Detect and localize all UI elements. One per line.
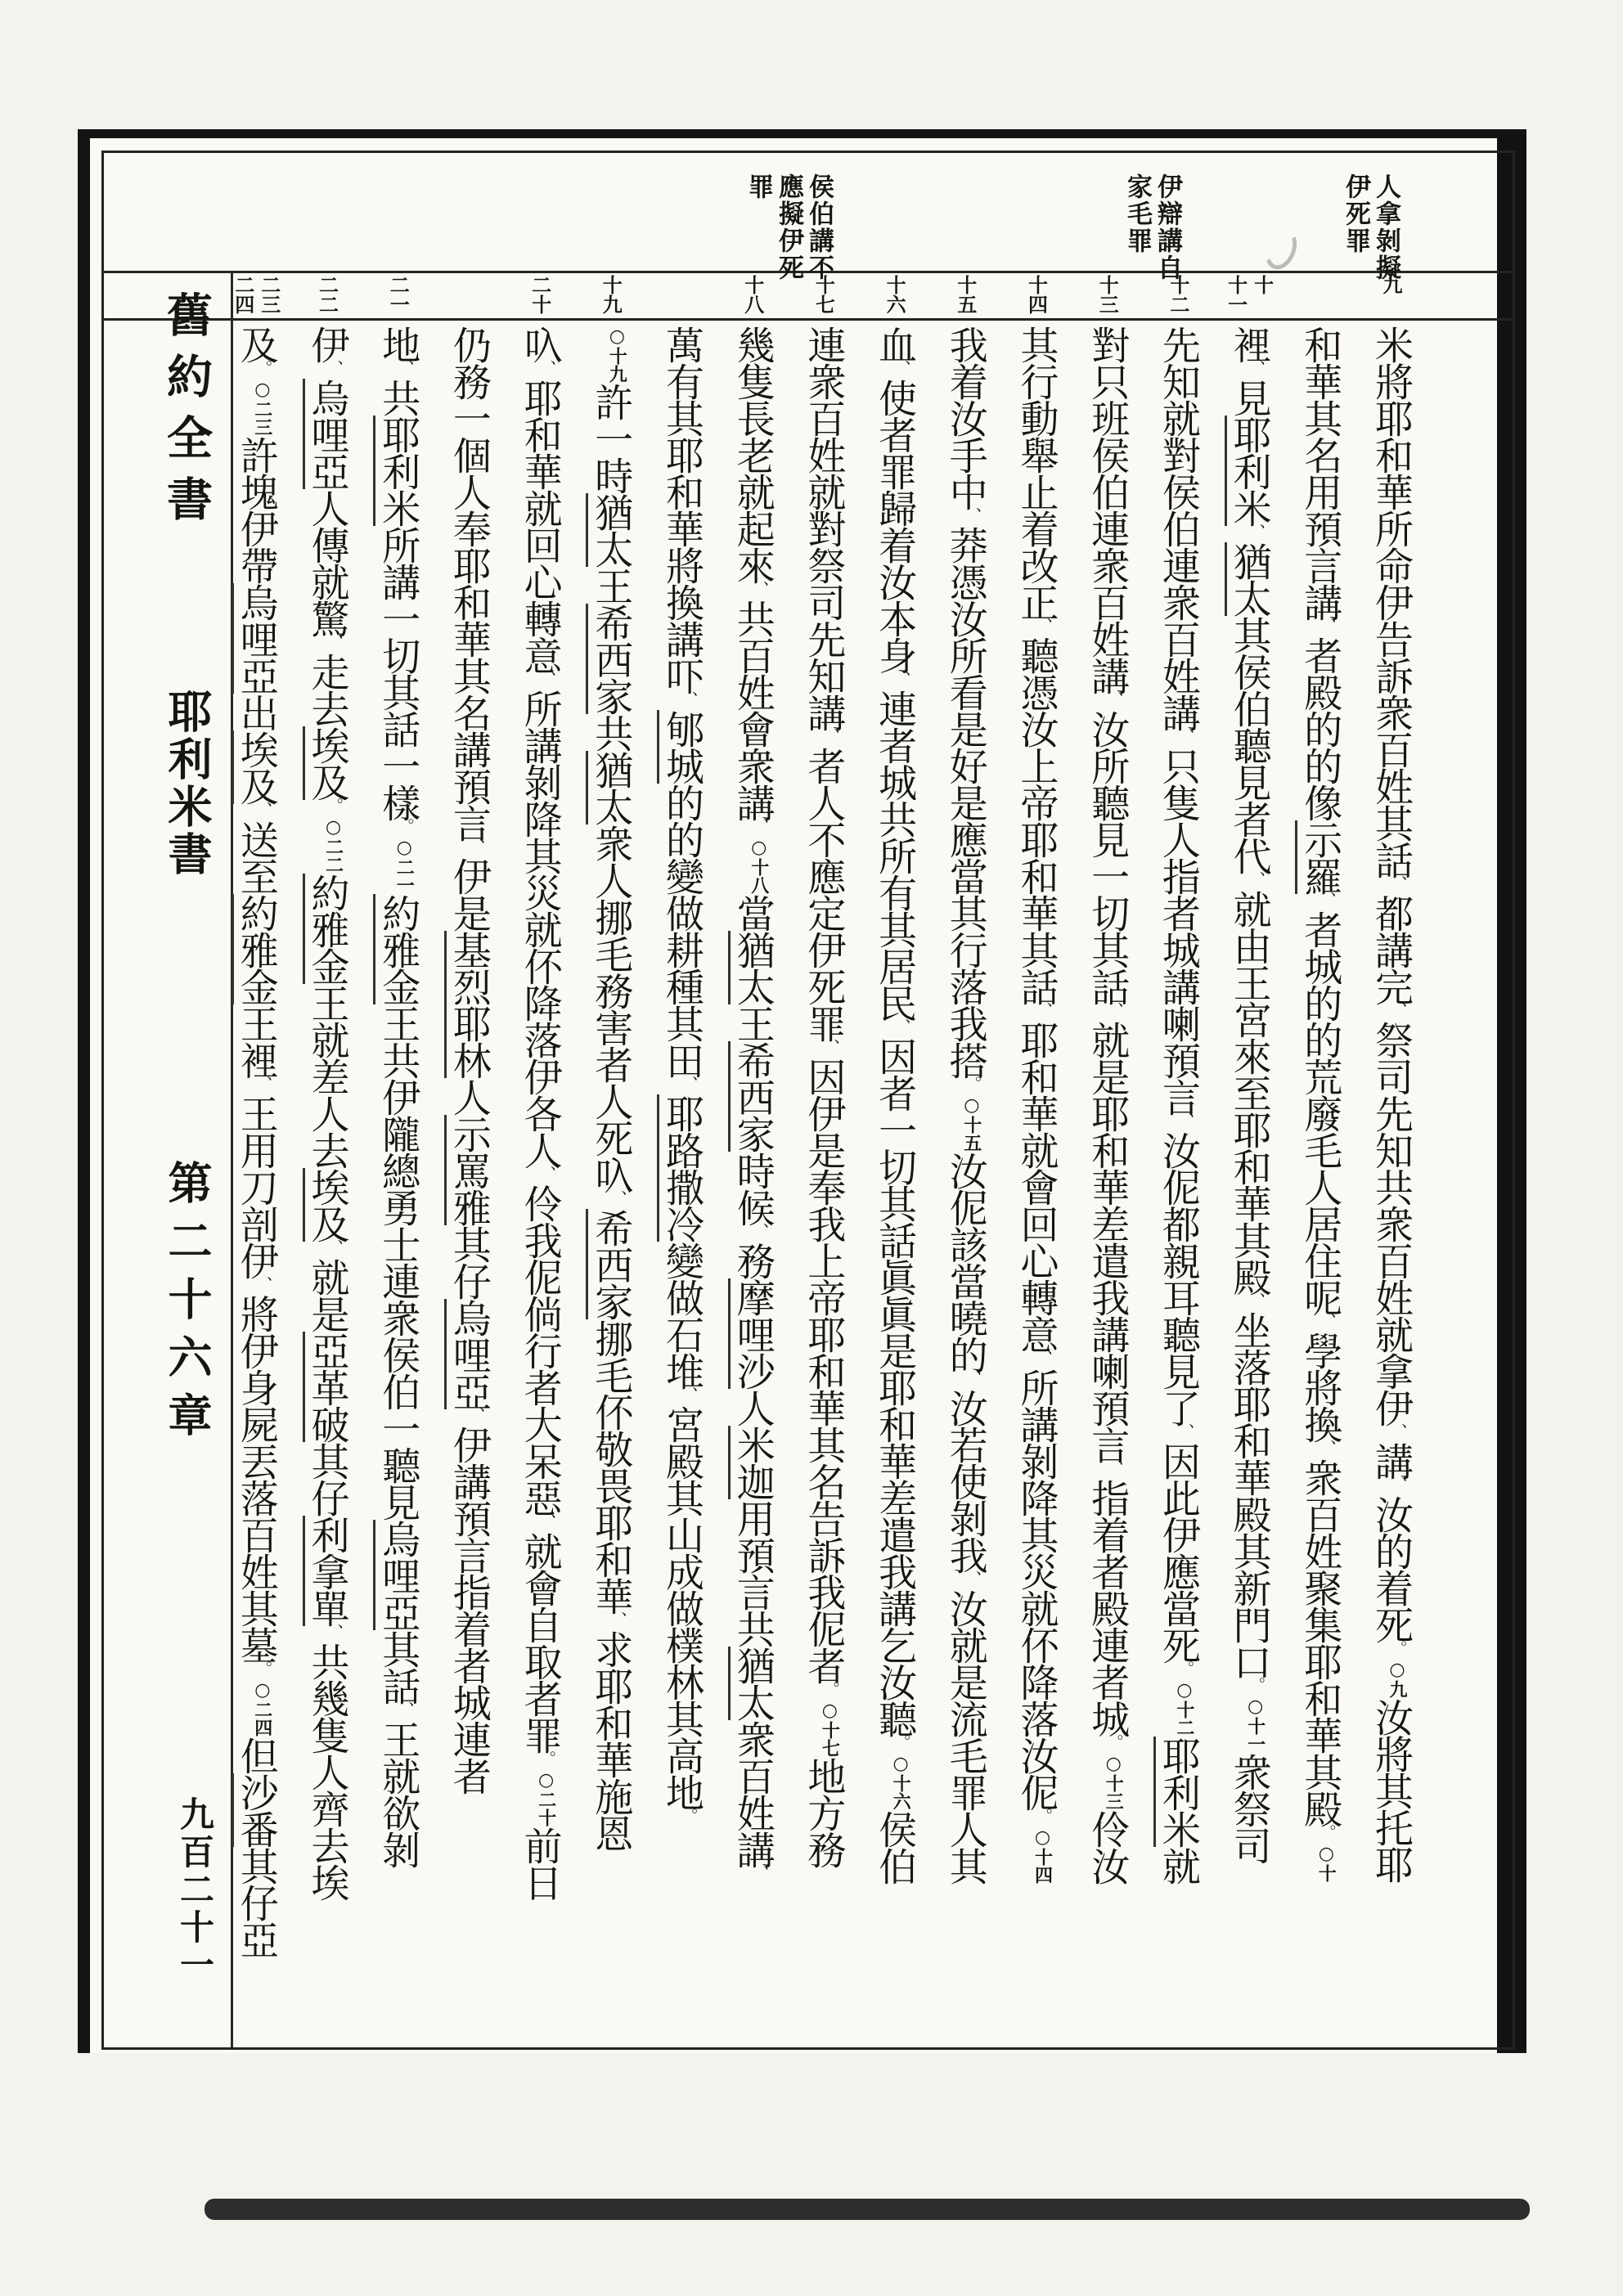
punctuation: 、 (1175, 1112, 1195, 1129)
verse-column-6: 其行動舉止着改正、聽憑汝上帝耶和華其話、耶和華就會回心轉意、所講剝降其災就伓降落汝伲。○十四 (1002, 326, 1071, 2045)
punctuation: 。 (253, 1660, 273, 1677)
proper-name: 猶太 (1225, 542, 1272, 616)
punctuation: 、 (253, 1076, 273, 1092)
verse-column-3: 裡、見耶利米、猶太其侯伯聽見者代、就由王宮來至耶和華其殿、坐落耶和華殿其新門口。○十一衆祭司 (1215, 326, 1284, 2045)
proper-name: 示羅 (1295, 820, 1342, 894)
punctuation: 。 (962, 1076, 982, 1092)
proper-name: 耶路撒冷 (657, 1094, 704, 1242)
punctuation: 、 (962, 507, 982, 523)
verse-band-number: 二十 (528, 275, 552, 314)
inline-verse-number: ○十六 (890, 1753, 912, 1810)
verse-band-number: 十五 (953, 275, 978, 314)
punctuation: 、 (1317, 892, 1338, 908)
inline-verse-number: ○十九 (606, 326, 628, 383)
proper-name: 基烈耶林 (444, 931, 492, 1078)
proper-name: 埃及 (303, 1168, 350, 1242)
verse-column-9: 連衆百姓就對祭司先知講、者人不應定伊死罪、因伊是奉我上帝耶和華其名告訴我伲者。○十七地方務 (789, 326, 857, 2045)
verse-column-10: 幾隻長老就起來、共百姓會衆講、○十八當猶太王希西家時候、務摩哩沙人米迦用預言共猶太衆百姓講、 (718, 326, 787, 2045)
proper-name: 烏哩亞 (232, 583, 279, 694)
proper-name: 郇城 (657, 710, 704, 784)
proper-name: 約雅金 (303, 874, 350, 984)
section-title: 耶利米書 (161, 689, 214, 878)
punctuation: 、 (1246, 360, 1266, 376)
verse-band-number: 十七 (812, 275, 836, 314)
punctuation: 。 (679, 1808, 699, 1824)
punctuation: 、 (324, 634, 344, 650)
punctuation: 、 (253, 802, 273, 818)
rule-under-verse-band (104, 318, 1513, 321)
verse-column-15: 地、共耶利米所講一切其話一樣。○二一約雅金王共伊隴總勇士連衆侯伯一聽見烏哩亞其話、王就欲剝 (363, 326, 432, 2045)
inline-verse-number: ○二十 (535, 1769, 557, 1826)
punctuation: 、 (324, 360, 344, 376)
verse-column-11: 萬有其耶和華將換講吓、郇城的的變做耕種其田、耶路撒冷變做石堆、宮殿其山成做樸林其高地。 (647, 326, 716, 2045)
punctuation: 、 (679, 1076, 699, 1092)
punctuation: 、 (253, 1276, 273, 1292)
verse-band-number: 二三 二四 (231, 275, 281, 314)
inline-verse-number: ○十三 (1103, 1753, 1125, 1810)
inline-verse-number: ○二四 (251, 1679, 273, 1737)
proper-name: 希西家 (586, 1209, 633, 1319)
proper-name: 猶太 (586, 493, 633, 567)
proper-name: 亞革破 (303, 1332, 350, 1442)
punctuation: 、 (465, 1407, 486, 1423)
proper-name: 烏哩亞 (303, 379, 350, 489)
punctuation: 。 (1104, 1734, 1125, 1750)
punctuation: 、 (1317, 1313, 1338, 1329)
punctuation: 、 (1317, 1440, 1338, 1456)
punctuation: 、 (892, 1018, 912, 1035)
verse-band-number: 十四 (1024, 275, 1049, 314)
proper-name: 猶太 (586, 751, 633, 824)
section-summary-3: 侯伯講不應擬伊死罪 (744, 173, 834, 281)
verse-column-13: 叺、耶和華就回心轉意、所講剝降其災就伓降落伊各人、伶我伲倘行者大呆惡、就會自取者罪。○二十前日 (506, 326, 574, 2045)
punctuation: 、 (892, 360, 912, 376)
punctuation: 、 (1246, 871, 1266, 887)
punctuation: 、 (1104, 1002, 1125, 1018)
inline-verse-number: ○十八 (748, 837, 770, 894)
scan-shadow (205, 2199, 1530, 2220)
punctuation: 、 (962, 1570, 982, 1587)
punctuation: 、 (537, 671, 557, 687)
inline-verse-number: ○十五 (960, 1094, 982, 1152)
punctuation: 。 (253, 360, 273, 376)
punctuation: 、 (749, 818, 770, 834)
punctuation: 、 (1317, 618, 1338, 634)
proper-name: 猶太 (728, 931, 776, 1004)
verse-band-number: 十六 (883, 275, 907, 314)
punctuation: 、 (749, 1865, 770, 1881)
chapter-title: 第二十六章 (161, 1160, 214, 1450)
verse-band-number: 二二 (315, 275, 339, 314)
punctuation: 、 (1246, 523, 1266, 540)
punctuation: 、 (749, 581, 770, 597)
verse-column-17: 及。○二三許塊伊帶烏哩亞出埃及、送至約雅金王裡、王用刀剖伊、將伊身屍丟落百姓其墓。○二四但沙番其仔亞 (222, 326, 290, 2045)
inline-verse-number: ○二三 (251, 379, 273, 436)
punctuation: 、 (679, 1386, 699, 1403)
verse-column-12: ○十九許一時猶太王希西家共猶太衆人挪毛務害者人死叺、希西家挪毛伓敬畏耶和華、求耶和華施恩 (576, 326, 645, 2045)
inline-verse-number: ○十四 (1032, 1826, 1054, 1884)
verse-band-number: 二一 (386, 275, 411, 314)
punctuation: 、 (1388, 875, 1408, 892)
punctuation: 、 (608, 1190, 628, 1206)
punctuation: 。 (820, 1681, 841, 1697)
punctuation: 、 (679, 691, 699, 708)
verse-band-number: 十八 (740, 275, 765, 314)
punctuation: 。 (1033, 1808, 1054, 1824)
punctuation: 。 (1175, 1660, 1195, 1677)
verse-column-5: 對只班侯伯連衆百姓講、汝所聽見一切其話、就是耶和華差遣我講喇預言、指着者殿連者城。○十三伶汝 (1072, 326, 1141, 2045)
proper-name: 烏哩亞 (373, 1520, 420, 1630)
book-title: 舊約全書 (160, 291, 214, 537)
verse-band-number: 十 十一 (1224, 275, 1275, 314)
punctuation: 、 (820, 728, 841, 744)
punctuation: 、 (608, 1611, 628, 1628)
punctuation: 。 (1317, 1824, 1338, 1840)
proper-name: 耶利米 (373, 416, 420, 526)
punctuation: 、 (962, 1370, 982, 1386)
verse-column-8: 血、使者罪歸着汝本身、連者城共所有其居民、因者一切其話眞眞是耶和華差遣我講乞汝聽。○十六侯伯 (860, 326, 928, 2045)
verse-column-14: 仍務一個人奉耶和華其名講預言、伊是基烈耶林人示罵雅其仔烏哩亞、伊講預言指着者城連者 (434, 326, 503, 2045)
punctuation: 、 (749, 1223, 770, 1239)
proper-name: 示罵雅 (444, 1115, 492, 1225)
verse-band-number: 九 (1379, 275, 1403, 294)
punctuation: 、 (820, 1039, 841, 1055)
punctuation: 、 (537, 360, 557, 376)
punctuation: 、 (1388, 1423, 1408, 1440)
punctuation: 。 (537, 1750, 557, 1767)
punctuation: 、 (324, 1624, 344, 1640)
inline-verse-number: ○十二 (1173, 1679, 1195, 1737)
punctuation: 、 (1175, 1423, 1195, 1440)
punctuation: 、 (537, 1513, 557, 1530)
punctuation: 、 (395, 1701, 416, 1718)
punctuation: 。 (1246, 1677, 1266, 1693)
proper-name: 米迦 (728, 1426, 776, 1499)
punctuation: 。 (395, 818, 416, 834)
punctuation: 、 (1175, 728, 1195, 744)
punctuation: 、 (537, 1166, 557, 1182)
section-summary-1: 人拿剝擬伊死罪 (1341, 173, 1400, 281)
punctuation: 。 (324, 798, 344, 814)
punctuation: 、 (1246, 1292, 1266, 1309)
punctuation: 、 (892, 671, 912, 687)
verse-band-number: 十二 (1166, 275, 1190, 314)
inline-verse-number: ○十七 (819, 1700, 841, 1757)
punctuation: 、 (1388, 1002, 1408, 1018)
punctuation: 。 (892, 1734, 912, 1750)
proper-name: 耶利米 (1225, 416, 1272, 526)
punctuation: 、 (1104, 1460, 1125, 1476)
section-summary-2: 伊辯講自家毛罪 (1122, 173, 1182, 281)
proper-name: 埃及 (303, 726, 350, 800)
inline-verse-number: ○十一 (1244, 1696, 1266, 1753)
proper-name: 約雅金 (232, 894, 279, 1004)
proper-name: 摩哩沙 (728, 1278, 776, 1389)
punctuation: 、 (395, 360, 416, 376)
punctuation: 、 (1388, 1476, 1408, 1493)
verse-column-16: 伊、烏哩亞人傳就驚、走去埃及。○二二約雅金王就差人去埃及、就是亞革破其仔利拿單、共幾隻人齊去埃 (293, 326, 362, 2045)
punctuation: 、 (465, 838, 486, 855)
proper-name: 烏哩亞 (444, 1299, 492, 1409)
verse-column-4: 先知就對侯伯連衆百姓講、只隻人指者城講喇預言、汝伲都親耳聽見了、因此伊應當死。○十二耶利米就 (1144, 326, 1212, 2045)
punctuation: 、 (1033, 1002, 1054, 1018)
proper-name: 希西家 (586, 604, 633, 714)
proper-name: 沙番 (232, 1773, 279, 1847)
verse-column-2: 和華其名用預言講、者殿的的像示羅、者城的的荒廢毛人居住呢、學將換、衆百姓聚集耶和華其殿。○十 (1285, 326, 1354, 2045)
verse-band-number: 十三 (1095, 275, 1120, 314)
inline-verse-number: ○二二 (322, 816, 344, 874)
verse-band-number: 十九 (599, 275, 623, 314)
verse-column-7: 我着汝手中、莽憑汝所看是好是應當其行落我搭。○十五汝伲該當曉的、汝若使剝我、汝就是流毛罪人其 (931, 326, 1000, 2045)
proper-name: 利拿單 (303, 1516, 350, 1626)
proper-name: 希西家 (728, 1041, 776, 1152)
punctuation: 、 (1104, 691, 1125, 708)
inline-verse-number: ○二一 (393, 837, 416, 894)
punctuation: 、 (1033, 618, 1054, 634)
punctuation: 。 (1388, 1640, 1408, 1656)
page-number: 九百二十一 (175, 1796, 215, 1984)
inline-verse-number: ○十 (1315, 1843, 1338, 1882)
proper-name: 猶太 (728, 1647, 776, 1720)
proper-name: 耶利米 (1153, 1737, 1201, 1847)
punctuation: 、 (324, 1239, 344, 1256)
proper-name: 埃及 (232, 730, 279, 804)
inline-verse-number: ○九 (1387, 1659, 1408, 1698)
verse-column-1: 米將耶和華所命伊告訴衆百姓其話、都講完、祭司先知共衆百姓就拿伊、講、汝的着死。○九汝將其托耶 (1356, 326, 1425, 2045)
proper-name: 約雅金 (373, 894, 420, 1004)
punctuation: 、 (1033, 1350, 1054, 1366)
